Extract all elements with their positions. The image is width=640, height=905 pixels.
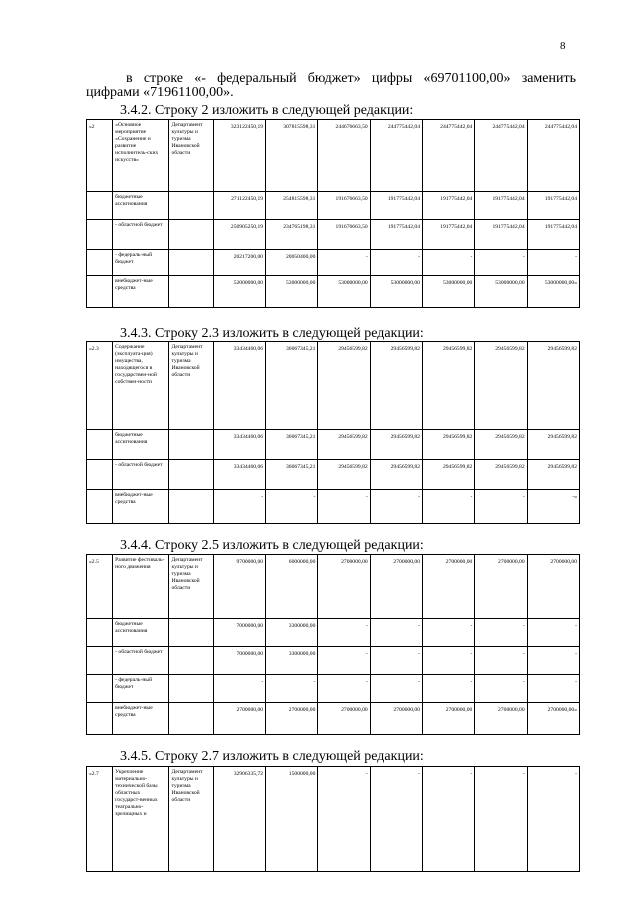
value-cell: 244775442,04 xyxy=(527,120,579,192)
value-cell: 191775442,04 xyxy=(370,220,422,250)
value-cell: 53000000,00» xyxy=(527,276,579,308)
item-name-cell: - федераль-ный бюджет xyxy=(113,675,169,703)
executor-cell: Департамент культуры и туризма Ивановской области xyxy=(169,120,213,192)
executor-cell: Департамент культуры и туризма Ивановской области xyxy=(169,342,213,430)
value-cell: 33434460,06 xyxy=(213,342,265,430)
value-cell: 29456599,82 xyxy=(527,342,579,430)
budget-table-3-4-3 xyxy=(86,341,580,524)
value-cell: 271122450,19 xyxy=(213,192,265,220)
value-cell: 29456599,82 xyxy=(370,342,422,430)
value-cell: 29456599,82 xyxy=(370,460,422,490)
value-cell: - xyxy=(475,490,527,524)
value-cell: 20217200,00 xyxy=(213,250,265,276)
budget-table-3-4-5 xyxy=(86,766,580,872)
table-row xyxy=(87,619,580,647)
value-cell: 234765198,31 xyxy=(266,220,318,250)
value-cell: 36067345,21 xyxy=(266,430,318,460)
value-cell: - xyxy=(475,250,527,276)
value-cell: - xyxy=(423,250,475,276)
budget-table-3-4-4 xyxy=(86,554,580,735)
table-row xyxy=(87,703,580,735)
row-number-cell xyxy=(87,430,113,460)
value-cell: 33434460,06 xyxy=(213,430,265,460)
value-cell: - xyxy=(370,250,422,276)
value-cell: -» xyxy=(527,490,579,524)
value-cell: 2700000,00 xyxy=(423,703,475,735)
value-cell: 191775442,04 xyxy=(370,192,422,220)
value-cell: - xyxy=(318,675,370,703)
executor-cell xyxy=(169,619,213,647)
row-number-cell: «2.7 xyxy=(87,767,113,872)
value-cell: - xyxy=(475,675,527,703)
table-row xyxy=(87,220,580,250)
row-number-cell xyxy=(87,460,113,490)
executor-cell xyxy=(169,192,213,220)
value-cell: 33434460,06 xyxy=(213,460,265,490)
value-cell: 9700000,00 xyxy=(213,555,265,619)
section-heading-3-4-4: 3.4.4. Строку 2.5 изложить в следующей редакции: xyxy=(120,538,424,553)
value-cell: 29456599,82 xyxy=(370,430,422,460)
value-cell: - xyxy=(475,647,527,675)
value-cell: 2700000,00 xyxy=(370,555,422,619)
value-cell: 53000000,00 xyxy=(266,276,318,308)
item-name-cell: - областной бюджет xyxy=(113,460,169,490)
value-cell: 7000000,00 xyxy=(213,619,265,647)
value-cell: - xyxy=(475,767,527,872)
intro-paragraph xyxy=(86,72,576,100)
value-cell: - xyxy=(318,647,370,675)
executor-cell: Департамент культуры и туризма Ивановской области xyxy=(169,767,213,872)
value-cell: 29456599,82 xyxy=(527,460,579,490)
row-number-cell xyxy=(87,675,113,703)
value-cell: - xyxy=(318,767,370,872)
value-cell: - xyxy=(370,490,422,524)
value-cell: 244775442,04 xyxy=(370,120,422,192)
executor-cell xyxy=(169,490,213,524)
table-row xyxy=(87,647,580,675)
value-cell: 29456599,82 xyxy=(527,430,579,460)
value-cell: - xyxy=(213,675,265,703)
page-number: 8 xyxy=(560,40,566,52)
value-cell: 32906335,72 xyxy=(213,767,265,872)
section-heading-3-4-2: 3.4.2. Строку 2 изложить в следующей редакции: xyxy=(120,103,414,118)
value-cell: - xyxy=(370,767,422,872)
row-number-cell: «2.3 xyxy=(87,342,113,430)
value-cell: 2700000,00 xyxy=(318,555,370,619)
item-name-cell: внебюджет-ные средства xyxy=(113,490,169,524)
value-cell: 244676663,50 xyxy=(318,120,370,192)
value-cell: 2700000,00 xyxy=(527,555,579,619)
item-name-cell: Содержание (эксплуата-ция) имущества, находящегося в государствен-ной собствен-ности xyxy=(113,342,169,430)
value-cell: 29456599,82 xyxy=(318,342,370,430)
executor-cell xyxy=(169,220,213,250)
item-name-cell: бюджетные ассигнования xyxy=(113,619,169,647)
value-cell: - xyxy=(423,647,475,675)
value-cell: 2700000,00 xyxy=(423,555,475,619)
row-number-cell xyxy=(87,250,113,276)
value-cell: 29456599,82 xyxy=(475,342,527,430)
table-row xyxy=(87,675,580,703)
value-cell: 307815598,31 xyxy=(266,120,318,192)
value-cell: - xyxy=(527,647,579,675)
row-number-cell xyxy=(87,647,113,675)
table-row xyxy=(87,276,580,308)
table-row xyxy=(87,120,580,192)
table-row xyxy=(87,430,580,460)
value-cell: 191775442,04 xyxy=(475,220,527,250)
executor-cell xyxy=(169,250,213,276)
value-cell: 244775442,04 xyxy=(475,120,527,192)
value-cell: 1500000,00 xyxy=(266,767,318,872)
table-row xyxy=(87,460,580,490)
value-cell: - xyxy=(370,619,422,647)
executor-cell xyxy=(169,703,213,735)
intro-line-1: в строке «- федеральный бюджет» цифры «69701100,00» заменить xyxy=(126,71,576,86)
value-cell: - xyxy=(266,490,318,524)
value-cell: - xyxy=(527,619,579,647)
value-cell: 191775442,04 xyxy=(423,192,475,220)
value-cell: - xyxy=(423,490,475,524)
value-cell: - xyxy=(423,675,475,703)
value-cell: 53000000,00 xyxy=(370,276,422,308)
intro-line-2: цифрами «71961100,00». xyxy=(86,85,234,100)
value-cell: 7000000,00 xyxy=(213,647,265,675)
value-cell: 191676663,50 xyxy=(318,192,370,220)
value-cell: 2700000,00 xyxy=(475,555,527,619)
value-cell: 191676663,50 xyxy=(318,220,370,250)
table-row xyxy=(87,250,580,276)
value-cell: 36067345,21 xyxy=(266,342,318,430)
value-cell: 29456599,82 xyxy=(318,430,370,460)
value-cell: - xyxy=(527,250,579,276)
value-cell: 2700000,00 xyxy=(370,703,422,735)
value-cell: 250905250,19 xyxy=(213,220,265,250)
item-name-cell: внебюджет-ные средства xyxy=(113,276,169,308)
value-cell: 191775442,04 xyxy=(475,192,527,220)
table-row xyxy=(87,342,580,430)
row-number-cell: «2 xyxy=(87,120,113,192)
item-name-cell: «Основное мероприятие «Сохранение и развитие исполнитель-ских искусств» xyxy=(113,120,169,192)
value-cell: - xyxy=(318,250,370,276)
value-cell: - xyxy=(527,767,579,872)
value-cell: - xyxy=(370,647,422,675)
value-cell: 323122450,19 xyxy=(213,120,265,192)
row-number-cell xyxy=(87,703,113,735)
executor-cell xyxy=(169,675,213,703)
value-cell: - xyxy=(423,767,475,872)
section-heading-3-4-3: 3.4.3. Строку 2.3 изложить в следующей редакции: xyxy=(120,326,424,341)
row-number-cell xyxy=(87,619,113,647)
value-cell: 191775442,04 xyxy=(423,220,475,250)
executor-cell: Департамент культуры и туризма Ивановской области xyxy=(169,555,213,619)
item-name-cell: бюджетные ассигнования xyxy=(113,430,169,460)
table-row xyxy=(87,490,580,524)
value-cell: 2700000,00» xyxy=(527,703,579,735)
value-cell: 6000000,00 xyxy=(266,555,318,619)
value-cell: 53000000,00 xyxy=(475,276,527,308)
row-number-cell xyxy=(87,220,113,250)
value-cell: 2700000,00 xyxy=(213,703,265,735)
item-name-cell: - областной бюджет xyxy=(113,220,169,250)
value-cell: 3300000,00 xyxy=(266,619,318,647)
value-cell: - xyxy=(475,619,527,647)
value-cell: 191775442,04 xyxy=(527,192,579,220)
item-name-cell: - областной бюджет xyxy=(113,647,169,675)
value-cell: - xyxy=(318,619,370,647)
executor-cell xyxy=(169,460,213,490)
value-cell: 191775442,04 xyxy=(527,220,579,250)
table-row xyxy=(87,555,580,619)
executor-cell xyxy=(169,430,213,460)
value-cell: 29456599,82 xyxy=(475,460,527,490)
value-cell: 20050400,00 xyxy=(266,250,318,276)
row-number-cell xyxy=(87,276,113,308)
value-cell: - xyxy=(423,619,475,647)
section-heading-3-4-5: 3.4.5. Строку 2.7 изложить в следующей редакции: xyxy=(120,749,424,764)
value-cell: 29456599,82 xyxy=(475,430,527,460)
value-cell: - xyxy=(370,675,422,703)
table-row xyxy=(87,192,580,220)
value-cell: - xyxy=(527,675,579,703)
value-cell: 53000000,00 xyxy=(318,276,370,308)
row-number-cell: «2.5 xyxy=(87,555,113,619)
value-cell: 29456599,82 xyxy=(423,460,475,490)
budget-table-3-4-2 xyxy=(86,119,580,308)
row-number-cell xyxy=(87,490,113,524)
executor-cell xyxy=(169,276,213,308)
item-name-cell: Развитие фестиваль-ного движения xyxy=(113,555,169,619)
value-cell: 2700000,00 xyxy=(318,703,370,735)
executor-cell xyxy=(169,647,213,675)
value-cell: - xyxy=(318,490,370,524)
item-name-cell: Укрепление материально-технической базы областных государст-венных театрально-зрелищных и xyxy=(113,767,169,872)
value-cell: 36067345,21 xyxy=(266,460,318,490)
item-name-cell: внебюджет-ные средства xyxy=(113,703,169,735)
value-cell: 29456599,82 xyxy=(423,430,475,460)
item-name-cell: - федераль-ный бюджет xyxy=(113,250,169,276)
value-cell: - xyxy=(213,490,265,524)
row-number-cell xyxy=(87,192,113,220)
item-name-cell: бюджетные ассигнования xyxy=(113,192,169,220)
value-cell: 53000000,00 xyxy=(423,276,475,308)
value-cell: 254815598,31 xyxy=(266,192,318,220)
value-cell: 29456599,82 xyxy=(318,460,370,490)
value-cell: - xyxy=(266,675,318,703)
table-row xyxy=(87,767,580,872)
value-cell: 2700000,00 xyxy=(266,703,318,735)
value-cell: 52000000,00 xyxy=(213,276,265,308)
value-cell: 3300000,00 xyxy=(266,647,318,675)
value-cell: 244775442,04 xyxy=(423,120,475,192)
value-cell: 29456599,82 xyxy=(423,342,475,430)
value-cell: 2700000,00 xyxy=(475,703,527,735)
